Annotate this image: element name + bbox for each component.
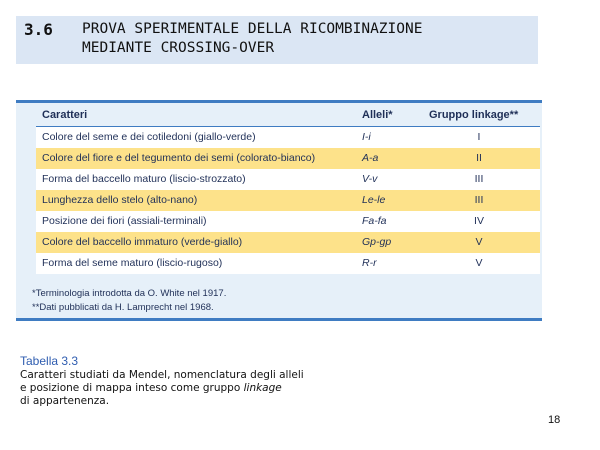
cell-gruppo: V [475,257,483,269]
cell-carattere: Colore del baccello immaturo (verde-giallo) [42,236,243,248]
caption-line-1: Caratteri studiati da Mendel, nomenclatura degli alleli [20,369,304,381]
cell-alleli: Le-le [362,194,386,206]
table-top-rule [16,100,542,103]
table-footnote-linkage: **Dati pubblicati da H. Lamprecht nel 1968. [32,302,214,313]
page-number: 18 [548,414,561,426]
caption-term-linkage: linkage [243,382,282,394]
cell-alleli: I-i [362,131,371,143]
caption-label: Tabella 3.3 [20,354,79,368]
table-bottom-rule [16,318,542,321]
cell-carattere: Posizione dei fiori (assiali-terminali) [42,215,207,227]
cell-carattere: Colore del seme e dei cotiledoni (giallo-verde) [42,131,256,143]
cell-alleli: Fa-fa [362,215,387,227]
section-number: 3.6 [24,20,53,39]
cell-alleli: Gp-gp [362,236,392,248]
caption-line-2 [20,382,360,395]
cell-gruppo: III [474,194,484,206]
cell-carattere: Forma del seme maturo (liscio-rugoso) [42,257,223,269]
table-footnote-alleli: *Terminologia introdotta da O. White nel 1917. [32,288,227,299]
table-row [36,190,540,211]
cell-carattere: Lunghezza dello stelo (alto-nano) [42,194,198,206]
table-row [36,169,540,190]
table-row [36,148,540,169]
caption-line-2-text: e posizione di mappa inteso come gruppo [20,382,244,394]
table-row [36,211,540,232]
cell-alleli: A-a [362,152,379,164]
section-title: PROVA SPERIMENTALE DELLA RICOMBINAZIONE MEDIANTE CROSSING-OVER [82,21,423,56]
header-caratteri: Caratteri [42,109,88,121]
caption-line-3: di appartenenza. [20,395,110,407]
header-gruppo-linkage: Gruppo linkage** [429,109,519,121]
cell-gruppo: IV [474,215,484,227]
table-row [36,253,540,274]
cell-carattere: Forma del baccello maturo (liscio-strozzato) [42,173,246,185]
cell-gruppo: II [476,152,482,164]
cell-gruppo: V [475,236,483,248]
cell-carattere: Colore del fiore e del tegumento dei semi (colorato-bianco) [42,152,316,164]
cell-alleli: R-r [362,257,377,269]
table-row [36,127,540,148]
cell-gruppo: I [477,131,481,143]
header-alleli: Alleli* [362,109,393,121]
caption-text [20,369,360,408]
cell-gruppo: III [474,173,484,185]
table-row [36,232,540,253]
cell-alleli: V-v [362,173,378,185]
